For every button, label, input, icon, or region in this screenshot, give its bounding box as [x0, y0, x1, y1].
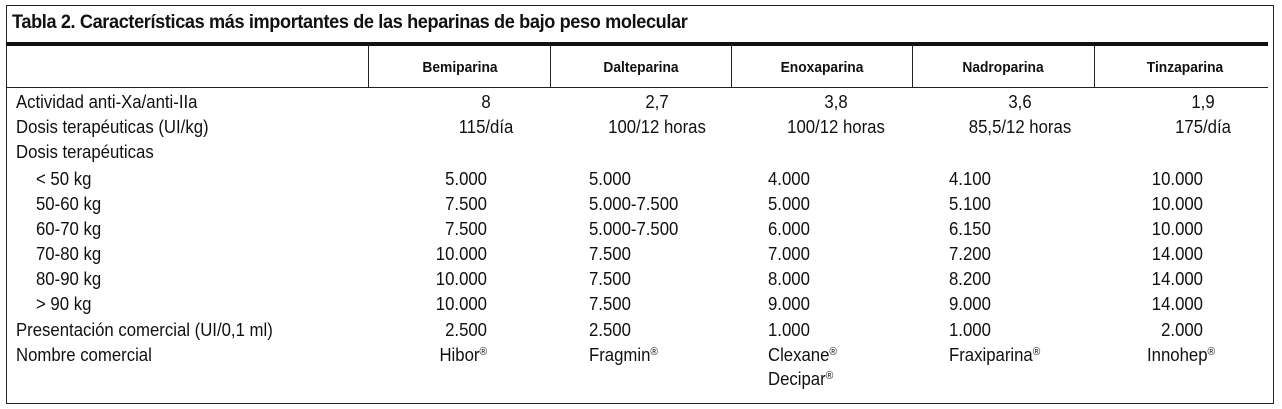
brand-name-text: Fragmin: [589, 345, 651, 365]
cell-nadroparina: 6.150: [949, 219, 991, 239]
column-header-bemiparina: Bemiparina: [422, 59, 498, 76]
registered-mark: ®: [1032, 346, 1041, 358]
column-separator: [368, 46, 369, 87]
brand-name: [768, 344, 837, 366]
cell-dalteparina: 5.000: [589, 169, 631, 189]
column-header-dalteparina: Dalteparina: [603, 59, 679, 76]
cell-enoxaparina: 9.000: [768, 294, 810, 314]
cell-dalteparina: 7.500: [589, 294, 631, 314]
row-label: 70-80 kg: [36, 244, 102, 264]
cell-nadroparina: 9.000: [949, 294, 991, 314]
cell-dalteparina: 2,7: [645, 92, 669, 112]
cell-bemiparina: 2.500: [445, 320, 487, 340]
cell-enoxaparina: 6.000: [768, 219, 810, 239]
cell-tinzaparina: 2.000: [1161, 320, 1203, 340]
registered-mark: ®: [479, 346, 487, 358]
cell-bemiparina: 8: [481, 92, 491, 112]
row-label: > 90 kg: [36, 294, 92, 314]
row-label: 50-60 kg: [36, 194, 102, 214]
brand-name-text: Fraxiparina: [949, 345, 1033, 365]
cell-enoxaparina: 100/12 horas: [787, 117, 885, 137]
brand-name: [768, 368, 833, 390]
cell-enoxaparina: 7.000: [768, 244, 810, 264]
cell-tinzaparina: 14.000: [1151, 244, 1203, 264]
cell-dalteparina: 100/12 horas: [608, 117, 706, 137]
table-title: Tabla 2. Características más importantes de las heparinas de bajo peso molecular: [12, 11, 688, 33]
brand-name: [439, 344, 487, 366]
row-label: 60-70 kg: [36, 219, 102, 239]
row-label: Actividad anti-Xa/anti-IIa: [16, 92, 198, 112]
column-header-enoxaparina: Enoxaparina: [780, 59, 864, 76]
cell-tinzaparina: 14.000: [1151, 269, 1203, 289]
brand-name: [949, 344, 1040, 366]
cell-enoxaparina: 4.000: [768, 169, 810, 189]
registered-mark: ®: [825, 370, 834, 382]
cell-bemiparina: 7.500: [445, 194, 487, 214]
row-label: Nombre comercial: [16, 345, 152, 365]
cell-tinzaparina: 10.000: [1151, 219, 1203, 239]
cell-enoxaparina: 3,8: [824, 92, 848, 112]
column-header-tinzaparina: Tinzaparina: [1146, 59, 1224, 76]
column-separator: [912, 46, 913, 87]
cell-nadroparina: 5.100: [949, 194, 991, 214]
cell-bemiparina: 115/día: [458, 117, 514, 137]
cell-bemiparina: 10.000: [435, 269, 487, 289]
brand-name: [589, 344, 658, 366]
column-header-nadroparina: Nadroparina: [962, 59, 1044, 76]
cell-nadroparina: 8.200: [949, 269, 991, 289]
header-rule: [6, 87, 1268, 88]
column-separator: [731, 46, 732, 87]
cell-bemiparina: 10.000: [435, 294, 487, 314]
cell-enoxaparina: 1.000: [768, 320, 810, 340]
cell-tinzaparina: 10.000: [1151, 169, 1203, 189]
brand-name-text: Clexane: [768, 345, 830, 365]
brand-name-text: Hibor: [439, 345, 480, 365]
brand-name-text: Decipar: [768, 369, 826, 389]
cell-dalteparina: 5.000-7.500: [589, 219, 679, 239]
row-label: Dosis terapéuticas: [16, 142, 154, 162]
brand-name-text: Innohep: [1147, 345, 1208, 365]
cell-enoxaparina: 5.000: [768, 194, 810, 214]
cell-dalteparina: 2.500: [589, 320, 631, 340]
cell-enoxaparina: 8.000: [768, 269, 810, 289]
cell-dalteparina: 7.500: [589, 269, 631, 289]
registered-mark: ®: [650, 346, 658, 358]
cell-nadroparina: 3,6: [1008, 92, 1032, 112]
cell-nadroparina: 1.000: [949, 320, 991, 340]
brand-name: [1147, 344, 1215, 366]
title-rule: [6, 42, 1268, 46]
cell-nadroparina: 7.200: [949, 244, 991, 264]
cell-bemiparina: 7.500: [445, 219, 487, 239]
cell-dalteparina: 5.000-7.500: [589, 194, 679, 214]
row-label: < 50 kg: [36, 169, 92, 189]
row-label: 80-90 kg: [36, 269, 102, 289]
registered-mark: ®: [1207, 346, 1216, 358]
cell-tinzaparina: 10.000: [1151, 194, 1203, 214]
column-separator: [550, 46, 551, 87]
registered-mark: ®: [829, 346, 837, 358]
cell-nadroparina: 4.100: [949, 169, 991, 189]
cell-tinzaparina: 1,9: [1191, 92, 1215, 112]
cell-dalteparina: 7.500: [589, 244, 631, 264]
cell-nadroparina: 85,5/12 horas: [968, 117, 1072, 137]
cell-bemiparina: 10.000: [435, 244, 487, 264]
cell-bemiparina: 5.000: [445, 169, 487, 189]
cell-tinzaparina: 175/día: [1175, 117, 1231, 137]
column-separator: [1094, 46, 1095, 87]
row-label: Dosis terapéuticas (UI/kg): [16, 117, 209, 137]
cell-tinzaparina: 14.000: [1151, 294, 1203, 314]
row-label: Presentación comercial (UI/0,1 ml): [16, 320, 273, 340]
